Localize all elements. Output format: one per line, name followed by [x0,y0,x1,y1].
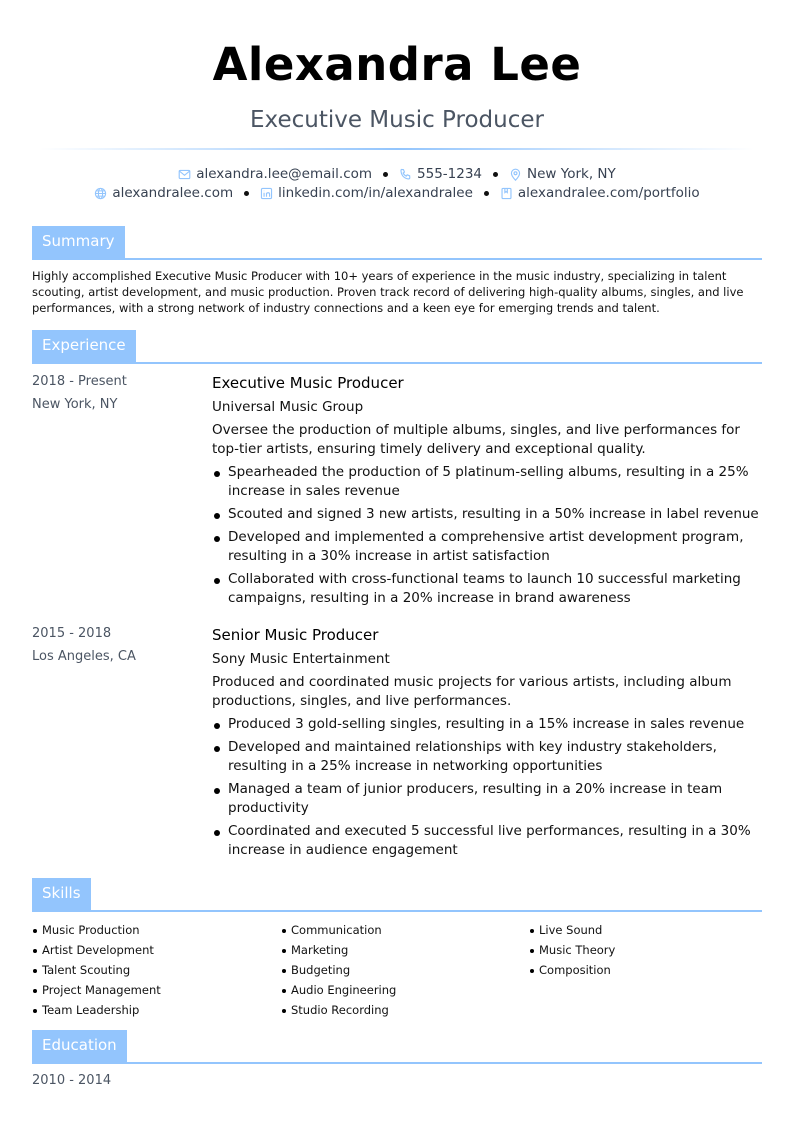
phone-text: 555-1234 [417,166,483,182]
header-divider [40,148,754,150]
linkedin-text: linkedin.com/in/alexandralee [278,185,473,201]
job-company: Universal Music Group [212,399,364,415]
job-description: Produced and coordinated music projects for various artists, including album productions, singles, and live performances. [212,674,732,709]
location-pin-icon [509,168,522,181]
website-text: alexandralee.com [112,185,234,201]
skill-item: Talent Scouting [32,960,161,980]
education-dates: 2010 - 2014 [32,1073,112,1088]
skills-column-3 [529,920,615,980]
achievement-item: Produced 3 gold-selling singles, resulting in a 15% increase in sales revenue [212,715,767,734]
candidate-name: Alexandra Lee [212,38,582,91]
separator-dot [484,191,489,196]
achievement-item: Scouted and signed 3 new artists, resulting in a 50% increase in label revenue [212,505,767,524]
job-location: New York, NY [32,397,118,412]
job-achievements [212,463,767,612]
contact-phone[interactable] [399,166,482,182]
section-header-summary [32,228,762,260]
job-dates: 2015 - 2018 [32,626,112,641]
contact-portfolio[interactable] [500,185,700,201]
portfolio-icon [500,187,513,200]
skill-item: Composition [529,960,615,980]
achievement-item: Developed and maintained relationships with key industry stakeholders, resulting in a 25% increase in networking opportunities [212,738,767,776]
job-achievements [212,715,767,864]
contact-location [509,166,616,182]
separator-dot [383,172,388,177]
section-title-experience: Experience [32,330,136,362]
summary-text: Highly accomplished Executive Music Producer with 10+ years of experience in the music industry, specializing in talent scouting, artist development, and music production. Proven track record of delivering high-quality albums, singles, and live performances, with a strong network of industry connections and a keen eye for emerging trends and talent. [32,269,744,316]
skill-item: Marketing [281,940,396,960]
skill-item: Communication [281,920,396,940]
achievement-item: Coordinated and executed 5 successful live performances, resulting in a 30% increase in audience engagement [212,822,767,860]
skill-item: Artist Development [32,940,161,960]
phone-icon [399,168,412,181]
email-text: alexandra.lee@email.com [196,166,373,182]
contact-email[interactable] [178,166,372,182]
achievement-item: Developed and implemented a comprehensive artist development program, resulting in a 30% increase in artist satisfaction [212,528,767,566]
linkedin-icon [260,187,273,200]
globe-icon [94,187,107,200]
skill-item: Live Sound [529,920,615,940]
portfolio-text: alexandralee.com/portfolio [517,185,700,201]
location-text: New York, NY [527,166,616,182]
separator-dot [244,191,249,196]
skill-item: Project Management [32,980,161,1000]
section-title-summary: Summary [32,226,125,258]
contact-row-links [0,185,794,201]
achievement-item: Managed a team of junior producers, resulting in a 20% increase in team productivity [212,780,767,818]
separator-dot [493,172,498,177]
job-title: Senior Music Producer [212,626,379,644]
skills-column-1 [32,920,161,1020]
candidate-title: Executive Music Producer [250,107,544,133]
section-title-skills: Skills [32,878,91,910]
job-title: Executive Music Producer [212,374,404,392]
contact-website[interactable] [94,185,233,201]
job-company: Sony Music Entertainment [212,651,390,667]
achievement-item: Collaborated with cross-functional teams to launch 10 successful marketing campaigns, resulting in a 20% increase in brand awareness [212,570,767,608]
contact-linkedin[interactable] [260,185,473,201]
skill-item: Team Leadership [32,1000,161,1020]
job-dates: 2018 - Present [32,374,127,389]
job-location: Los Angeles, CA [32,649,136,664]
achievement-item: Spearheaded the production of 5 platinum-selling albums, resulting in a 25% increase in sales revenue [212,463,767,501]
skills-column-2 [281,920,396,1020]
section-title-education: Education [32,1030,127,1062]
skill-item: Studio Recording [281,1000,396,1020]
contact-row-primary [0,166,794,182]
section-header-experience [32,332,762,364]
section-header-education [32,1032,762,1064]
skill-item: Music Theory [529,940,615,960]
skill-item: Music Production [32,920,161,940]
skill-item: Budgeting [281,960,396,980]
job-description: Oversee the production of multiple albums, singles, and live performances for top-tier artists, ensuring timely delivery and exceptional quality. [212,422,740,457]
section-header-skills [32,880,762,912]
mail-icon [178,168,191,181]
skill-item: Audio Engineering [281,980,396,1000]
